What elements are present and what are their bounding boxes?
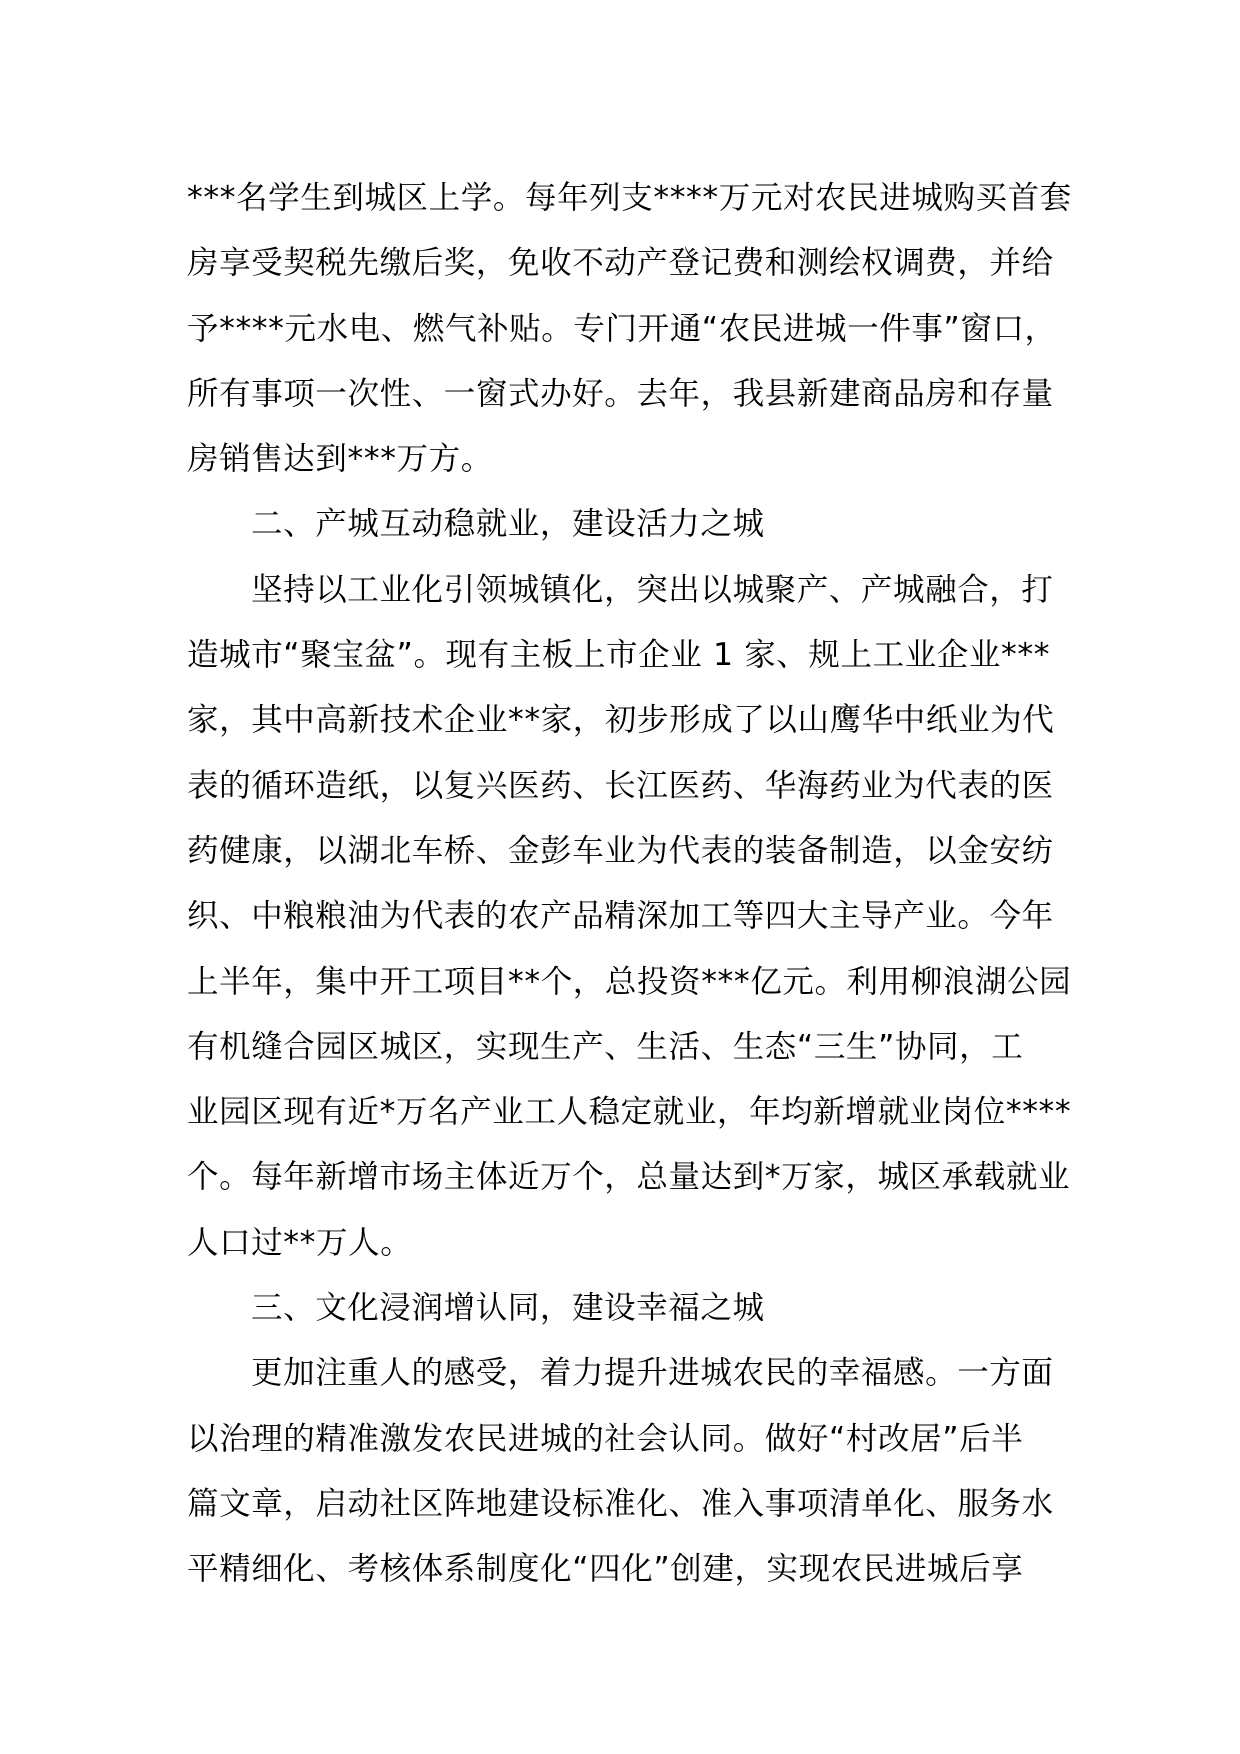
paragraph-line: 药健康，以湖北车桥、金彭车业为代表的装备制造，以金安纺 [187,832,1054,869]
paragraph-line: 以治理的精准激发农民进城的社会认同。做好“村改居”后半 [187,1420,1024,1457]
paragraph-line: 表的循环造纸，以复兴医药、长江医药、华海药业为代表的医 [187,767,1054,804]
document-body [187,166,1072,1603]
paragraph-line: 业园区现有近*万名产业工人稳定就业，年均新增就业岗位**** [187,1094,1072,1131]
paragraph-line: 房享受契税先缴后奖，免收不动产登记费和测绘权调费，并给 [187,245,1054,282]
paragraph-line: 人口过**万人。 [187,1224,413,1261]
section-heading: 三、文化浸润增认同，建设幸福之城 [251,1290,765,1327]
paragraph-line: 有机缝合园区城区，实现生产、生活、生态“三生”协同，工 [187,1028,1024,1065]
paragraph-line: ***名学生到城区上学。每年列支****万元对农民进城购买首套 [187,180,1072,216]
section-heading: 二、产城互动稳就业，建设活力之城 [251,506,765,543]
paragraph-line: 上半年，集中开工项目**个，总投资***亿元。利用柳浪湖公园 [187,963,1072,1000]
paragraph-line: 篇文章，启动社区阵地建设标准化、准入事项清单化、服务水 [187,1485,1054,1522]
paragraph-line: 更加注重人的感受，着力提升进城农民的幸福感。一方面 [251,1355,1054,1392]
paragraph-line: 家，其中高新技术企业**家，初步形成了以山鹰华中纸业为代 [187,702,1055,739]
paragraph-line: 房销售达到***万方。 [187,441,493,478]
paragraph-line: 坚持以工业化引领城镇化，突出以城聚产、产城融合，打 [251,571,1054,608]
paragraph-line: 平精细化、考核体系制度化“四化”创建，实现农民进城后享 [187,1551,1024,1588]
paragraph-line: 予****元水电、燃气补贴。专门开通“农民进城一件事”窗口， [187,310,1057,347]
paragraph-line: 个。每年新增市场主体近万个，总量达到*万家，城区承载就业 [187,1159,1071,1196]
paragraph-line: 所有事项一次性、一窗式办好。去年，我县新建商品房和存量 [187,375,1054,412]
paragraph-line: 造城市“聚宝盆”。现有主板上市企业 1 家、规上工业企业*** [187,637,1051,674]
paragraph-line: 织、中粮粮油为代表的农产品精深加工等四大主导产业。今年 [187,898,1054,935]
